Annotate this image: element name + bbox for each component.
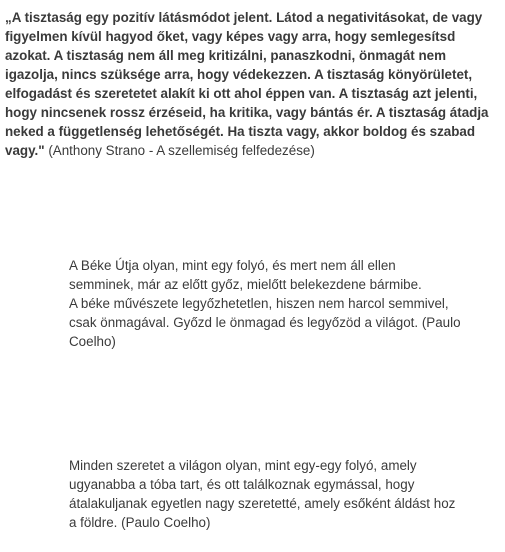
quote-line: Coelho) (69, 334, 116, 349)
quote-line: igazolja, nincs szüksége arra, hogy védekezzen. A tisztaság könyörületet, (5, 67, 473, 82)
quote-line: átalakuljanak egyetlen nagy szeretetté, amely esőként áldást hoz (69, 496, 456, 511)
quote-line: Minden szeretet a világon olyan, mint egy-egy folyó, amely (69, 458, 417, 473)
quote-source: (Anthony Strano - A szellemiség felfedezése) (44, 143, 315, 158)
quote-line: A béke művészete legyőzhetetlen, hiszen nem harcol semmivel, (69, 296, 449, 311)
quote-line: „A tisztaság egy pozitív látásmódot jelent. Látod a negativitásokat, de vagy (5, 10, 483, 25)
quote-line: csak önmagával. Győzd le önmagad és legyőzöd a világot. (Paulo (69, 315, 461, 330)
quote-line: A Béke Útja olyan, mint egy folyó, és mert nem áll ellen (69, 258, 396, 273)
quote-line: azokat. A tisztaság nem áll meg kritizálni, panaszkodni, önmagát nem (5, 48, 447, 63)
quote-line: semminek, már az előtt győz, mielőtt belekezdene bármibe. (69, 277, 422, 292)
quote-coelho-szeretet (69, 456, 499, 532)
quote-line: hogy nincsenek rossz érzéseid, ha kritika, vagy bántás ér. A tisztaság átadja (5, 105, 489, 120)
quote-line: a földre. (Paulo Coelho) (69, 515, 211, 530)
quote-line: vagy." (5, 143, 45, 158)
quote-line: elfogadást és szeretetet alakít ki ott ahol éppen van. A tisztaság azt jelenti, (5, 86, 478, 101)
quote-strano (5, 8, 497, 160)
quote-line: figyelmen kívül hagyod őket, vagy képes vagy arra, hogy semlegesítsd (5, 29, 456, 44)
quote-line: neked a függetlenség lehetőségét. Ha tiszta vagy, akkor boldog és szabad (5, 124, 476, 139)
quote-coelho-beke (69, 256, 499, 351)
quote-line: ugyanabba a tóba tart, és ott találkoznak egymással, hogy (69, 477, 415, 492)
